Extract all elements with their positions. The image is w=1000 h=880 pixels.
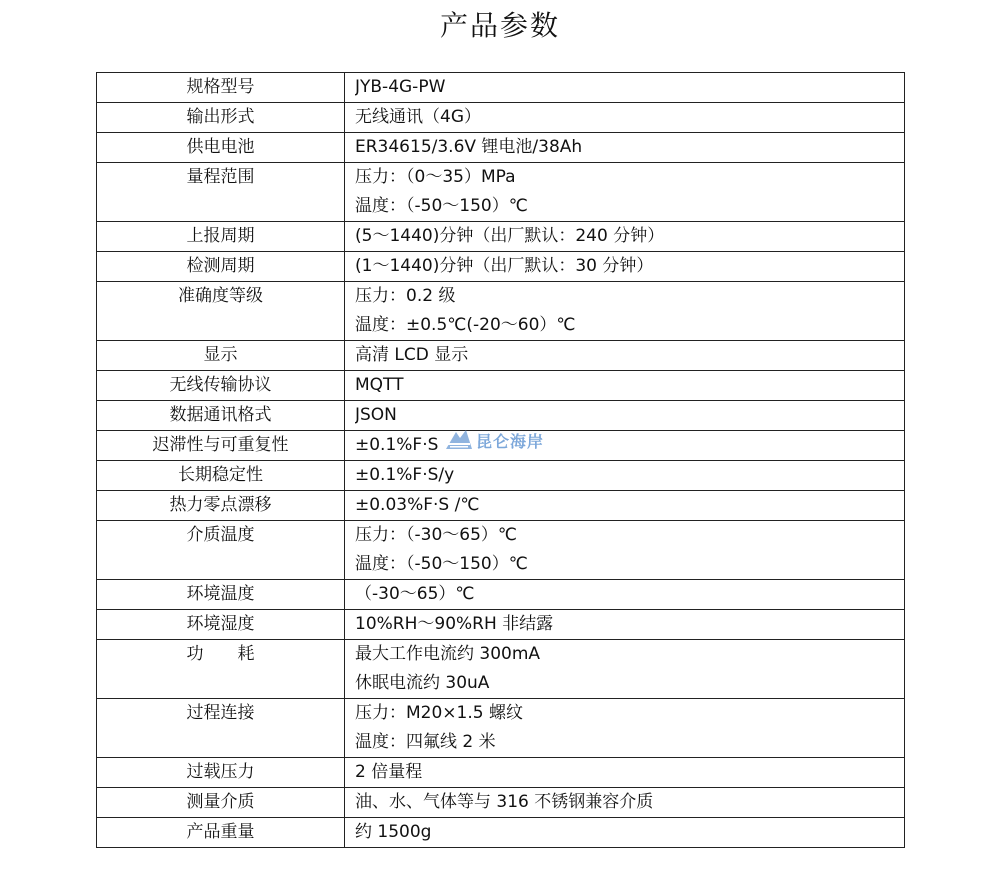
table-row [97, 103, 905, 133]
spec-value-cell [345, 580, 905, 610]
spec-value-line: 休眠电流约 30uA [355, 673, 490, 693]
spec-label: 检测周期 [186, 256, 255, 276]
spec-value-line: 10%RH～90%RH 非结露 [355, 614, 554, 634]
spec-value-line: JSON [355, 405, 397, 425]
table-row [97, 521, 905, 580]
spec-value-line: 2 倍量程 [355, 762, 423, 782]
spec-value-cell [345, 163, 905, 222]
table-row [97, 640, 905, 699]
spec-value-cell [345, 758, 905, 788]
spec-value-cell [345, 133, 905, 163]
spec-label: 上报周期 [186, 226, 255, 246]
spec-label: 输出形式 [186, 107, 255, 127]
spec-label: 功 耗 [186, 644, 255, 664]
spec-label-cell [97, 610, 345, 640]
spec-value-cell [345, 491, 905, 521]
spec-value-cell [345, 103, 905, 133]
spec-label: 准确度等级 [178, 286, 263, 306]
spec-value-line: 温度：（-50～150）℃ [355, 554, 528, 574]
spec-value-line: ±0.03%F·S /℃ [355, 495, 480, 515]
spec-value-line: 温度：四氟线 2 米 [355, 732, 496, 752]
spec-label-cell [97, 491, 345, 521]
spec-label-cell [97, 103, 345, 133]
spec-label: 过程连接 [186, 703, 255, 723]
spec-label: 量程范围 [186, 167, 255, 187]
spec-value-line: (1～1440)分钟（出厂默认：30 分钟） [355, 256, 654, 276]
spec-label-cell [97, 431, 345, 461]
spec-value-line: （-30～65）℃ [355, 584, 475, 604]
spec-value-line: 压力：M20×1.5 螺纹 [355, 703, 523, 723]
spec-label: 数据通讯格式 [169, 405, 272, 425]
spec-label: 介质温度 [186, 525, 255, 545]
spec-value-cell [345, 401, 905, 431]
spec-value-line: 最大工作电流约 300mA [355, 644, 541, 664]
spec-value-line: ±0.1%F·S/y [355, 465, 455, 485]
spec-label: 长期稳定性 [178, 465, 263, 485]
spec-value-line: ±0.1%F·S [355, 435, 439, 455]
spec-label: 无线传输协议 [169, 375, 272, 395]
spec-label-cell [97, 699, 345, 758]
spec-value-cell [345, 282, 905, 341]
spec-label: 测量介质 [186, 792, 255, 812]
table-row [97, 252, 905, 282]
table-row [97, 341, 905, 371]
table-row [97, 758, 905, 788]
spec-label-cell [97, 371, 345, 401]
spec-value-cell [345, 610, 905, 640]
spec-label-cell [97, 640, 345, 699]
spec-value-cell [345, 341, 905, 371]
spec-label: 产品重量 [186, 822, 255, 842]
spec-table-body [97, 73, 905, 848]
spec-label: 规格型号 [186, 77, 255, 97]
table-row [97, 222, 905, 252]
table-row [97, 788, 905, 818]
spec-label: 环境温度 [186, 584, 255, 604]
spec-label-cell [97, 580, 345, 610]
table-row [97, 461, 905, 491]
spec-value-cell [345, 788, 905, 818]
spec-label: 供电电池 [186, 137, 255, 157]
table-row [97, 371, 905, 401]
table-row [97, 491, 905, 521]
spec-value-cell [345, 640, 905, 699]
spec-value-line: 温度：（-50～150）℃ [355, 196, 528, 216]
spec-label-cell [97, 341, 345, 371]
spec-value-line: 压力：（-30～65）℃ [355, 525, 517, 545]
spec-value-cell [345, 222, 905, 252]
spec-label: 显示 [203, 345, 238, 365]
spec-value-cell [345, 252, 905, 282]
kunlun-logo-icon [444, 429, 474, 451]
spec-label: 环境湿度 [186, 614, 255, 634]
table-row [97, 73, 905, 103]
spec-value-line: 油、水、气体等与 316 不锈钢兼容介质 [355, 792, 654, 812]
spec-value-line: ER34615/3.6V 锂电池/38Ah [355, 137, 583, 157]
table-row [97, 163, 905, 222]
spec-label-cell [97, 401, 345, 431]
spec-value-line: 压力：（0～35）MPa [355, 167, 516, 187]
spec-value-cell [345, 431, 905, 461]
spec-label-cell [97, 133, 345, 163]
spec-label-cell [97, 222, 345, 252]
spec-label-cell [97, 758, 345, 788]
spec-table [96, 72, 905, 848]
spec-value-cell [345, 73, 905, 103]
spec-label-cell [97, 73, 345, 103]
spec-value-cell [345, 371, 905, 401]
spec-label-cell [97, 163, 345, 222]
spec-value-cell [345, 521, 905, 580]
table-row [97, 699, 905, 758]
table-row [97, 610, 905, 640]
table-row [97, 282, 905, 341]
table-row [97, 401, 905, 431]
spec-label: 热力零点漂移 [169, 495, 272, 515]
table-row [97, 818, 905, 848]
spec-value-cell [345, 461, 905, 491]
spec-value-line: MQTT [355, 375, 404, 395]
watermark [444, 428, 564, 452]
spec-label-cell [97, 282, 345, 341]
spec-value-line: 温度：±0.5℃(-20～60）℃ [355, 315, 576, 335]
spec-label-cell [97, 818, 345, 848]
table-row [97, 133, 905, 163]
spec-value-cell [345, 818, 905, 848]
table-row [97, 580, 905, 610]
spec-value-line: (5～1440)分钟（出厂默认：240 分钟） [355, 226, 665, 246]
spec-label: 迟滞性与可重复性 [152, 435, 289, 455]
spec-value-line: 压力：0.2 级 [355, 286, 456, 306]
spec-label-cell [97, 252, 345, 282]
spec-label-cell [97, 521, 345, 580]
spec-label-cell [97, 788, 345, 818]
watermark-text: 昆仑海岸 [476, 431, 545, 451]
spec-value-line: 高清 LCD 显示 [355, 345, 469, 365]
spec-value-line: 无线通讯（4G） [355, 107, 481, 127]
page-title: 产品参数 [439, 9, 560, 42]
spec-value-cell [345, 699, 905, 758]
spec-value-line: 约 1500g [355, 822, 432, 842]
spec-label-cell [97, 461, 345, 491]
spec-label: 过载压力 [186, 762, 255, 782]
spec-value-line: JYB-4G-PW [355, 77, 446, 97]
